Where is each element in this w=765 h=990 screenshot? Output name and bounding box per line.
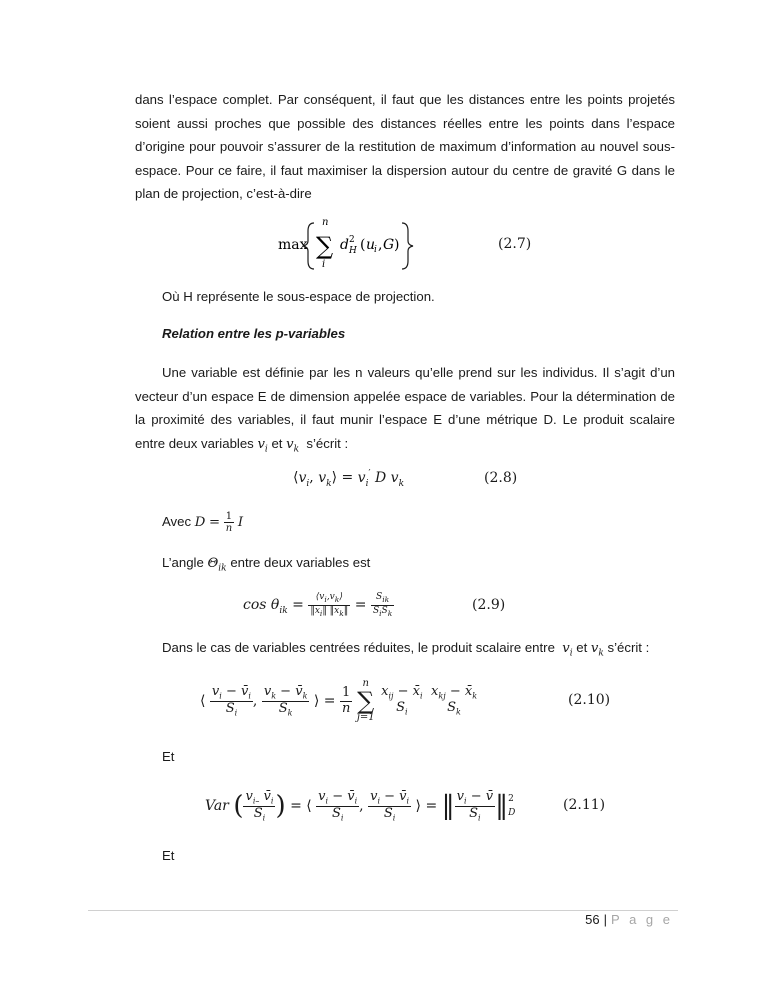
centred-text: Dans le cas de variables centrées réduites, le produit scalaire entre — [162, 640, 555, 655]
svg-text:H: H — [349, 246, 357, 256]
word-et: et — [576, 640, 588, 655]
word-et-2: Et — [162, 848, 175, 863]
svg-text:u: u — [366, 237, 376, 253]
paragraph-variables-text: Une variable est définie par les n valeurs qu’elle prend sur les individus. Il s’agit d’un vecteur d’un espace E de dimension appelée espace de variables. Pour la détermination de la proximité des variables, il faut munir l’espace E d’une métrique D. Le produit scalaire entre deux variables — [135, 365, 675, 451]
word-et: et — [271, 435, 283, 451]
variable-vi: $v_i$ — [257, 436, 268, 455]
equation-2-10-formula: ⟨ $\frac{v_i - v̄_i}{S_i}$ , $\frac{v_k - v̄_k}{S_k}$ ⟩ = $\frac{1}{n}$ n ∑ j=1 $x_{ij}$ − $x̄_i$ $S_i$ $x_{kj}$ − $x̄_k$ $S_k$ — [200, 678, 478, 723]
angle-suffix: entre deux variables est — [230, 555, 371, 570]
svg-text:(: ( — [360, 237, 366, 253]
page-label: P a g e — [611, 912, 673, 927]
equation-2-11-formula: Var ( $\frac{v_{i-} v̄_i}{S_i}$ ) = ⟨ $\frac{v_i - v̄_i}{S_i}$ , $\frac{v_i - v̄_i}{S_i}$ ⟩ = ‖ $\frac{v_i - v̄}{S_i}$ ‖ 2 D — [205, 788, 516, 823]
projection-subspace-note: Où H représente le sous-espace de projection. — [162, 289, 435, 304]
word-avec: Avec — [162, 514, 192, 529]
angle-sentence — [162, 553, 370, 579]
svg-text:∑: ∑ — [316, 232, 334, 260]
equation-number: (2.11) — [563, 797, 606, 813]
centred-variables-sentence: Dans le cas de variables centrées réduites, le produit scalaire entre $v_i$ et $v_k$ s’écrit : — [162, 640, 650, 659]
variable-vk: $v_k$ — [286, 436, 300, 455]
equation-number: (2.10) — [568, 692, 611, 708]
svg-text:i: i — [374, 245, 377, 255]
theta-ik: $\Theta_{ik}$ — [207, 556, 227, 574]
svg-text:max: max — [278, 237, 308, 253]
angle-prefix: L’angle — [162, 555, 204, 570]
footer-divider — [88, 910, 678, 911]
fraction-one-over-n: $\frac{1}{n}$ — [225, 510, 233, 535]
equation-2-8-formula: $⟨v_i$, $v_k⟩ = v_i'$ D $v_k$ — [293, 469, 405, 489]
paragraph-intro: dans l’espace complet. Par conséquent, il faut que les distances entre les points projetés soient aussi proches que possible des distances réelles entre les points dans l’espace d’origine pour pouvoir s’assurer de la restitution de maximum d’information au nouvel sous-espace. Pour ce faire, il faut maximiser la dispersion autour du centre de gravité G dans le plan de projection, c’est-à-dire — [135, 92, 675, 201]
svg-text:n: n — [322, 217, 329, 228]
svg-text:,: , — [378, 237, 383, 253]
equation-number: (2.8) — [484, 470, 518, 486]
section-heading: Relation entre les p-variables — [162, 326, 346, 341]
svg-text:G: G — [383, 237, 395, 253]
page-footer — [585, 912, 673, 927]
svg-text:d: d — [340, 237, 349, 253]
svg-text:i: i — [322, 259, 326, 270]
equation-2-7-formula — [270, 215, 420, 275]
paragraph-variables-end: s’écrit : — [306, 435, 349, 451]
centred-end: s’écrit : — [607, 640, 650, 655]
equation-number: (2.9) — [472, 597, 506, 613]
page-number: 56 — [585, 912, 600, 927]
word-et-1: Et — [162, 749, 175, 764]
equation-2-9-formula: $\cos \theta_{ik}$ = $\frac{⟨v_i,v_k⟩}{‖x_i‖ ‖x_k‖}$ = $\frac{S_{ik}}{S_iS_k}$ — [243, 592, 393, 618]
svg-text:): ) — [394, 237, 400, 253]
equation-number: (2.7) — [498, 236, 532, 252]
svg-text:2: 2 — [349, 235, 355, 245]
footer-separator: | — [603, 912, 608, 927]
paragraph-variables — [135, 361, 675, 462]
definition-D: Avec D = $\frac{1}{n}$ I — [162, 510, 244, 535]
